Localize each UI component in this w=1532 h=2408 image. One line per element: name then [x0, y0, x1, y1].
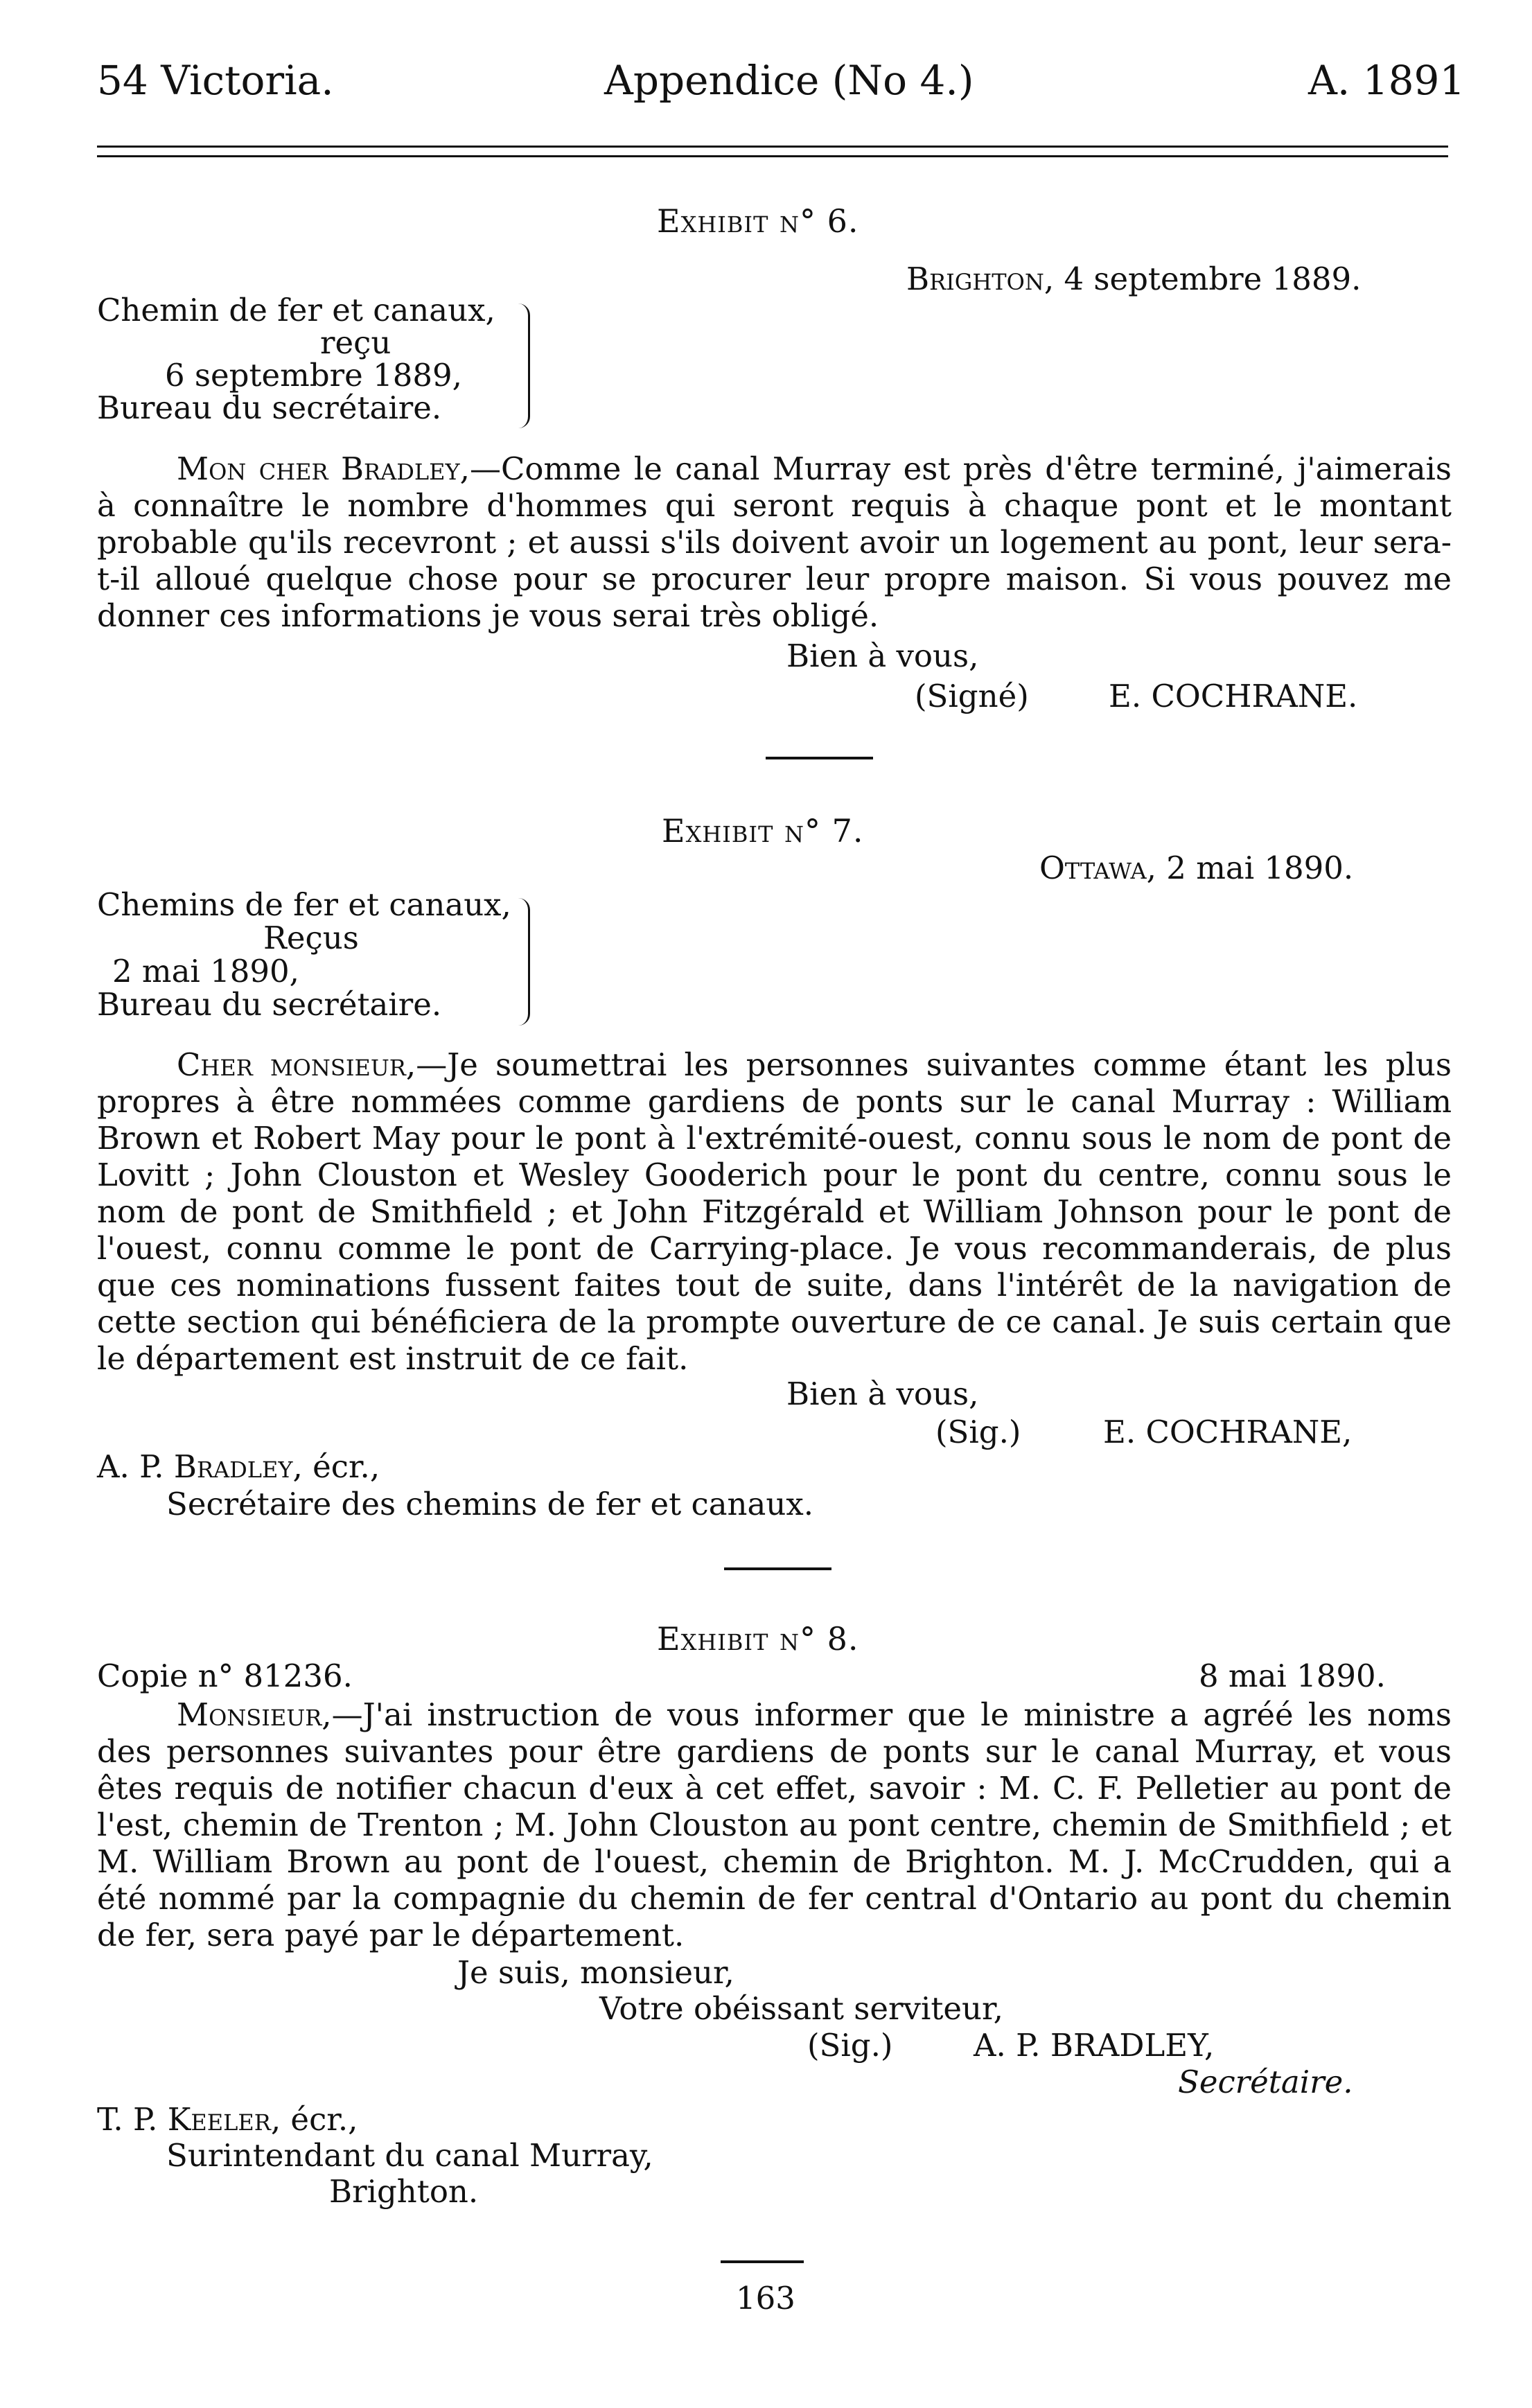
- exhibit6-sig-label: (Signé): [915, 678, 1029, 714]
- exhibit7-stamp-line4: Bureau du secrétaire.: [97, 986, 442, 1023]
- exhibit7-closing: Bien à vous,: [786, 1376, 979, 1412]
- exhibit6-closing: Bien à vous,: [786, 638, 979, 674]
- exhibit8-letter: [97, 1696, 1452, 1953]
- exhibit8-addressee-line2: Surintendant du canal Murray,: [166, 2137, 653, 2174]
- exhibit7-place: Ottawa: [1039, 850, 1147, 886]
- exhibit6-title-prefix: Exhibit: [657, 202, 769, 240]
- exhibit8-body: —J'ai instruction de vous informer que le ministre a agréé les noms des personnes suivantes pour être gardiens de ponts sur le canal Murray, et vous êtes requis de notifier chacun d'eux à cet effet, savoir : M. C. F. Pelletier au pont de l'est, chemin de Trenton ; M. John Clouston au pont centre, chemin de Smithfield ; et M. William Brown au pont de l'ouest, chemin de Brighton. M. J. McCrudden, qui a été nommé par la compagnie du chemin de fer central d'Ontario au pont du chemin de fer, sera payé par le département.: [97, 1696, 1452, 1953]
- exhibit7-salutation: Cher monsieur,: [177, 1046, 416, 1083]
- header-center: Appendice (No 4.): [604, 57, 974, 104]
- exhibit6-title-num: n° 6.: [780, 202, 859, 240]
- exhibit7-dateline: Ottawa, 2 mai 1890.: [1039, 850, 1354, 886]
- exhibit6-stamp: [97, 294, 495, 424]
- exhibit7-stamp-brace: [518, 898, 530, 1026]
- exhibit7-addressee-suffix: , écr.,: [292, 1448, 380, 1485]
- footer-rule: [721, 2260, 804, 2263]
- exhibit8-date: 8 mai 1890.: [1199, 1658, 1386, 1694]
- exhibit8-title-prefix: Exhibit: [657, 1620, 769, 1658]
- header-left: 54 Victoria.: [97, 57, 334, 104]
- exhibit6-body: —Comme le canal Murray est près d'être terminé, j'aimerais à connaître le nombre d'hommes qui seront requis à chaque pont et le montant probable qu'ils recevront ; et aussi s'ils doivent avoir un logement au pont, leur sera-t-il alloué quelque chose pour se procurer leur propre maison. Si vous pouvez me donner ces informations je vous serai très obligé.: [97, 450, 1452, 634]
- exhibit6-stamp-line2: reçu: [320, 324, 391, 361]
- exhibit8-salutation: Monsieur,: [177, 1696, 332, 1733]
- exhibit7-sig-label: (Sig.): [935, 1414, 1021, 1450]
- exhibit7-addressee-name: A. P. Bradley: [97, 1448, 293, 1485]
- exhibit7-stamp-line3: 2 mai 1890,: [112, 953, 299, 990]
- exhibit6-signer: E. COCHRANE.: [1109, 678, 1358, 714]
- exhibit8-addressee-line3: Brighton.: [329, 2173, 479, 2210]
- exhibit7-date: 2 mai 1890.: [1166, 850, 1354, 886]
- exhibit8-sig-label: (Sig.): [807, 2027, 893, 2064]
- exhibit6-stamp-line1: Chemin de fer et canaux,: [97, 292, 495, 328]
- exhibit6-stamp-line3: 6 septembre 1889,: [165, 357, 462, 394]
- exhibit7-stamp-line2: Reçus: [263, 920, 359, 956]
- header-rule-bottom: [97, 155, 1448, 157]
- exhibit8-signer-title: Secrétaire.: [1178, 2064, 1353, 2100]
- exhibit6-date: 4 septembre 1889.: [1064, 261, 1362, 297]
- exhibit7-title-prefix: Exhibit: [662, 812, 774, 850]
- exhibit7-letter: [97, 1046, 1452, 1377]
- header-right: A. 1891: [1308, 57, 1465, 104]
- exhibit8-copy-ref: Copie n° 81236.: [97, 1658, 353, 1694]
- page-number: 163: [736, 2280, 795, 2317]
- exhibit6-stamp-brace: [518, 304, 530, 428]
- exhibit7-signer: E. COCHRANE,: [1103, 1414, 1353, 1450]
- exhibit8-closing1: Je suis, monsieur,: [457, 1954, 734, 1991]
- exhibit7-body: —Je soumettrai les personnes suivantes comme étant les plus propres à être nommées comme gardiens de ponts sur le canal Murray : William Brown et Robert May pour le pont à l'extrémité-ouest, connu sous le nom de pont de Lovitt ; John Clouston et Wesley Gooderich pour le pont du centre, connu sous le nom de pont de Smithfield ; et John Fitzgérald et William Johnson pour le pont de l'ouest, connu comme le pont de Carrying-place. Je vous recommanderais, de plus que ces nominations fussent faites tout de suite, dans l'intérêt de la navigation de cette section qui bénéficiera de la prompte ouverture de ce canal. Je suis certain que le département est instruit de ce fait.: [97, 1046, 1452, 1377]
- exhibit8-addressee-suffix: , écr.,: [270, 2101, 358, 2138]
- exhibit7-addressee: [97, 1448, 380, 1485]
- exhibit7-stamp-line1: Chemins de fer et canaux,: [97, 886, 511, 923]
- exhibit8-title: [657, 1620, 859, 1658]
- exhibit8-title-num: n° 8.: [780, 1620, 859, 1658]
- separator-rule-1: [766, 757, 873, 759]
- exhibit6-dateline: Brighton, 4 septembre 1889.: [906, 261, 1362, 297]
- exhibit8-addressee: [97, 2101, 358, 2138]
- exhibit8-signer: A. P. BRADLEY,: [974, 2027, 1215, 2064]
- separator-rule-2: [724, 1567, 831, 1570]
- header-rule-top: [97, 146, 1448, 148]
- exhibit6-title: [657, 202, 859, 240]
- exhibit8-closing2: Votre obéissant serviteur,: [599, 1990, 1003, 2027]
- exhibit6-stamp-line4: Bureau du secrétaire.: [97, 389, 442, 426]
- exhibit6-salutation: Mon cher Bradley,: [177, 450, 470, 487]
- exhibit7-title-num: n° 7.: [784, 812, 864, 850]
- exhibit7-addressee-title: Secrétaire des chemins de fer et canaux.: [166, 1486, 814, 1522]
- exhibit6-letter: [97, 450, 1452, 634]
- exhibit6-place: Brighton: [906, 261, 1044, 297]
- exhibit7-title: [662, 812, 864, 850]
- exhibit8-addressee-name: T. P. Keeler: [97, 2101, 271, 2138]
- exhibit7-stamp: [97, 888, 511, 1021]
